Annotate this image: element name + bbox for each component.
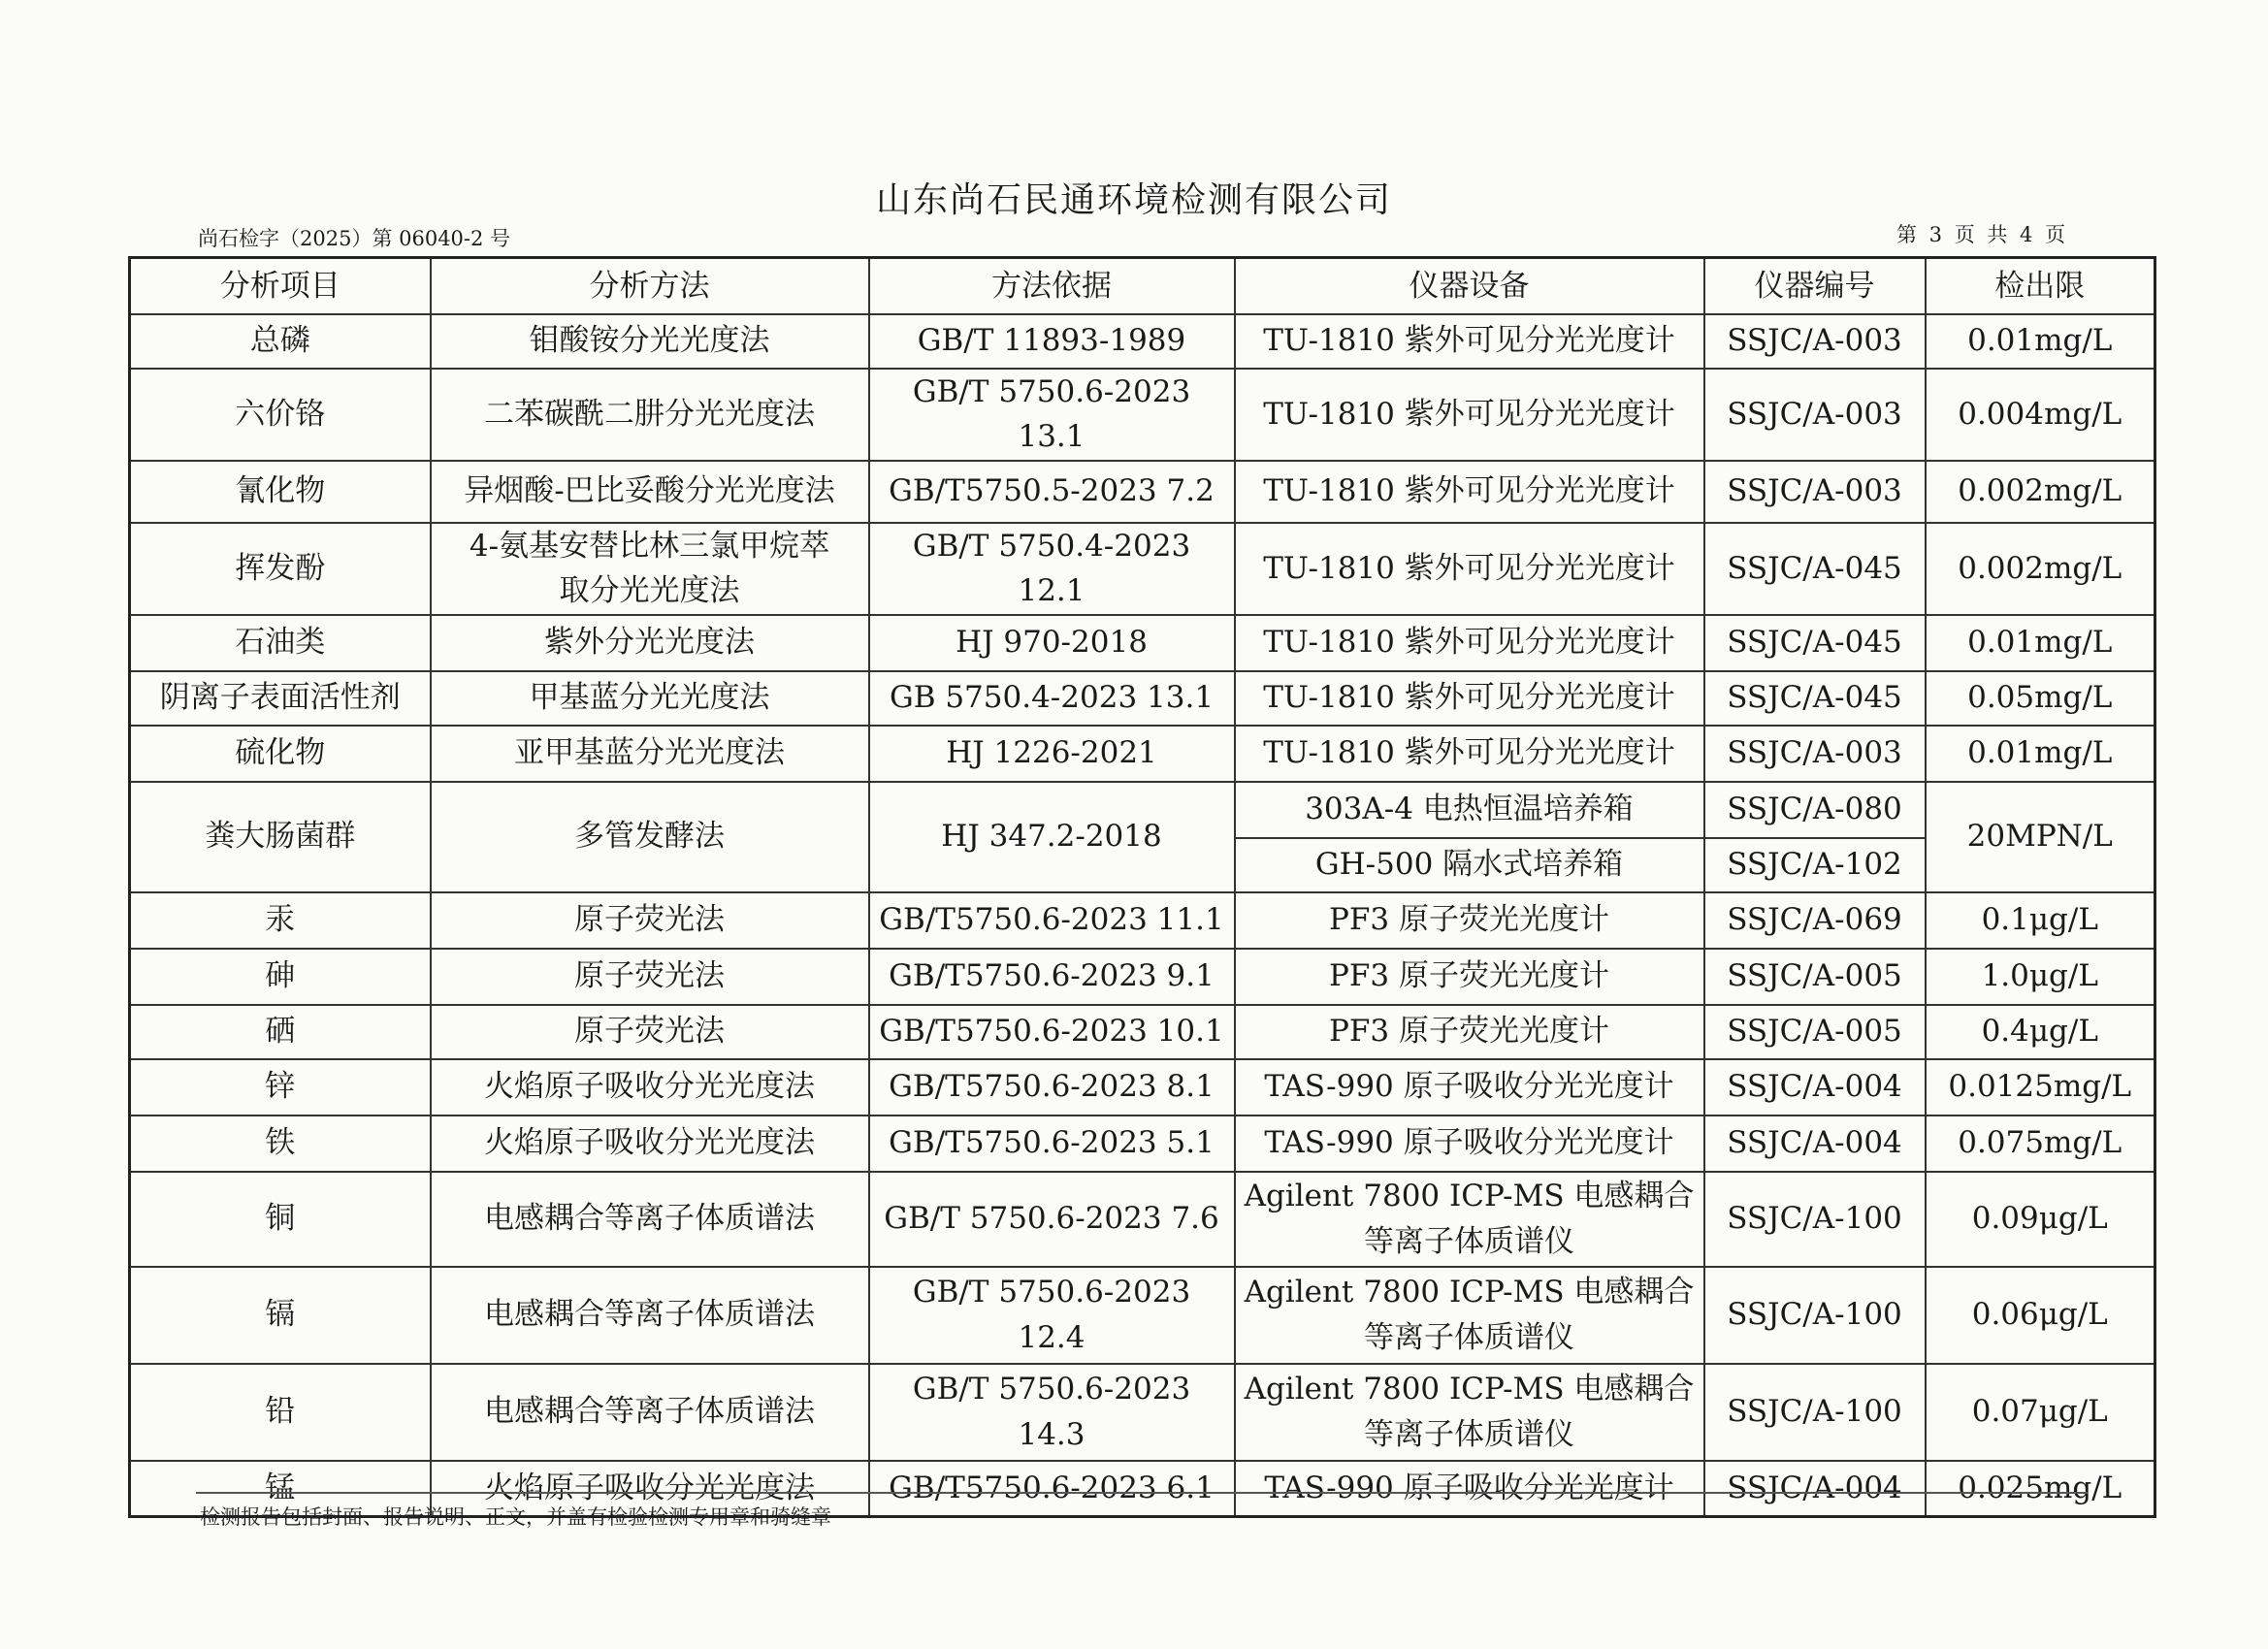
company-title: 山东尚石民通环境检测有限公司 bbox=[875, 180, 1392, 220]
basis-cell: GB/T 5750.6-2023 12.4 bbox=[869, 1267, 1235, 1364]
instrument-cell bbox=[1235, 1364, 1704, 1461]
limit-cell: 0.05mg/L bbox=[1926, 671, 2155, 726]
limit-cell: 0.09μg/L bbox=[1926, 1172, 2155, 1267]
method-cell: 钼酸铵分光光度法 bbox=[431, 314, 869, 369]
instrument-cell: TU-1810 紫外可见分光光度计 bbox=[1235, 523, 1704, 615]
item-cell: 锌 bbox=[130, 1059, 431, 1116]
item-cell: 硒 bbox=[130, 1005, 431, 1059]
item-cell: 砷 bbox=[130, 949, 431, 1005]
code-cell: SSJC/A-003 bbox=[1704, 369, 1926, 461]
instrument-line: Agilent 7800 ICP-MS 电感耦合 bbox=[1244, 1179, 1695, 1213]
item-cell: 粪大肠菌群 bbox=[130, 782, 431, 892]
method-cell: 火焰原子吸收分光光度法 bbox=[431, 1116, 869, 1172]
item-cell: 氰化物 bbox=[130, 461, 431, 523]
table-row bbox=[130, 615, 2155, 671]
table-row bbox=[130, 782, 2155, 838]
column-header: 仪器设备 bbox=[1235, 258, 1704, 314]
basis-cell: GB/T 5750.4-2023 12.1 bbox=[869, 523, 1235, 615]
basis-cell: GB/T 11893-1989 bbox=[869, 314, 1235, 369]
code-cell: SSJC/A-100 bbox=[1704, 1172, 1926, 1267]
table-row bbox=[130, 1172, 2155, 1267]
method-cell: 原子荧光法 bbox=[431, 892, 869, 949]
report-number: 尚石检字（2025）第 06040-2 号 bbox=[198, 227, 511, 250]
table-row bbox=[130, 1059, 2155, 1116]
basis-cell: GB/T5750.6-2023 11.1 bbox=[869, 892, 1235, 949]
code-cell: SSJC/A-003 bbox=[1704, 314, 1926, 369]
code-cell: SSJC/A-045 bbox=[1704, 671, 1926, 726]
code-cell: SSJC/A-080 bbox=[1704, 782, 1926, 838]
limit-cell: 0.4μg/L bbox=[1926, 1005, 2155, 1059]
footer-divider bbox=[196, 1492, 2088, 1494]
limit-cell: 1.0μg/L bbox=[1926, 949, 2155, 1005]
item-cell: 六价铬 bbox=[130, 369, 431, 461]
limit-cell: 0.0125mg/L bbox=[1926, 1059, 2155, 1116]
basis-cell: GB/T 5750.6-2023 14.3 bbox=[869, 1364, 1235, 1461]
item-cell: 石油类 bbox=[130, 615, 431, 671]
basis-cell: GB/T5750.6-2023 9.1 bbox=[869, 949, 1235, 1005]
code-cell: SSJC/A-005 bbox=[1704, 1005, 1926, 1059]
instrument-cell: 303A-4 电热恒温培养箱 bbox=[1235, 782, 1704, 838]
limit-cell: 0.01mg/L bbox=[1926, 726, 2155, 782]
basis-cell: GB 5750.4-2023 13.1 bbox=[869, 671, 1235, 726]
code-cell: SSJC/A-004 bbox=[1704, 1461, 1926, 1517]
code-cell: SSJC/A-003 bbox=[1704, 461, 1926, 523]
footer-note: 检测报告包括封面、报告说明、正文，并盖有检验检测专用章和骑缝章 bbox=[200, 1505, 831, 1529]
limit-cell: 0.07μg/L bbox=[1926, 1364, 2155, 1461]
limit-cell: 0.002mg/L bbox=[1926, 523, 2155, 615]
item-cell: 挥发酚 bbox=[130, 523, 431, 615]
instrument-cell: TAS-990 原子吸收分光光度计 bbox=[1235, 1059, 1704, 1116]
basis-cell: HJ 1226-2021 bbox=[869, 726, 1235, 782]
basis-cell: GB/T5750.6-2023 6.1 bbox=[869, 1461, 1235, 1517]
table-row bbox=[130, 1116, 2155, 1172]
instrument-line: Agilent 7800 ICP-MS 电感耦合 bbox=[1244, 1275, 1695, 1310]
method-cell: 电感耦合等离子体质谱法 bbox=[431, 1364, 869, 1461]
code-cell: SSJC/A-102 bbox=[1704, 838, 1926, 892]
method-cell: 多管发酵法 bbox=[431, 782, 869, 892]
basis-cell: GB/T 5750.6-2023 13.1 bbox=[869, 369, 1235, 461]
code-cell: SSJC/A-100 bbox=[1704, 1267, 1926, 1364]
basis-cell: GB/T5750.6-2023 5.1 bbox=[869, 1116, 1235, 1172]
column-header: 分析项目 bbox=[130, 258, 431, 314]
item-cell: 铜 bbox=[130, 1172, 431, 1267]
item-cell: 铅 bbox=[130, 1364, 431, 1461]
instrument-cell: TU-1810 紫外可见分光光度计 bbox=[1235, 671, 1704, 726]
table-row bbox=[130, 1364, 2155, 1461]
table-row bbox=[130, 1005, 2155, 1059]
analysis-methods-table bbox=[128, 256, 2156, 1518]
column-header: 仪器编号 bbox=[1704, 258, 1926, 314]
basis-cell: GB/T5750.5-2023 7.2 bbox=[869, 461, 1235, 523]
instrument-cell: TU-1810 紫外可见分光光度计 bbox=[1235, 461, 1704, 523]
code-cell: SSJC/A-004 bbox=[1704, 1116, 1926, 1172]
instrument-cell: TAS-990 原子吸收分光光度计 bbox=[1235, 1116, 1704, 1172]
column-header: 方法依据 bbox=[869, 258, 1235, 314]
method-cell: 紫外分光光度法 bbox=[431, 615, 869, 671]
limit-cell: 0.06μg/L bbox=[1926, 1267, 2155, 1364]
method-line: 4-氨基安替比林三氯甲烷萃 bbox=[469, 528, 830, 564]
limit-cell: 0.025mg/L bbox=[1926, 1461, 2155, 1517]
instrument-cell bbox=[1235, 1172, 1704, 1267]
basis-cell: HJ 347.2-2018 bbox=[869, 782, 1235, 892]
limit-cell: 0.01mg/L bbox=[1926, 314, 2155, 369]
limit-cell: 20MPN/L bbox=[1926, 782, 2155, 892]
instrument-line: Agilent 7800 ICP-MS 电感耦合 bbox=[1244, 1372, 1695, 1406]
table-row bbox=[130, 726, 2155, 782]
item-cell: 阴离子表面活性剂 bbox=[130, 671, 431, 726]
table-row bbox=[130, 671, 2155, 726]
method-cell bbox=[431, 523, 869, 615]
limit-cell: 0.004mg/L bbox=[1926, 369, 2155, 461]
table-row bbox=[130, 461, 2155, 523]
instrument-cell: PF3 原子荧光光度计 bbox=[1235, 892, 1704, 949]
table-header-row bbox=[130, 258, 2155, 314]
table-row bbox=[130, 949, 2155, 1005]
instrument-cell: TU-1810 紫外可见分光光度计 bbox=[1235, 615, 1704, 671]
method-cell: 二苯碳酰二肼分光光度法 bbox=[431, 369, 869, 461]
code-cell: SSJC/A-005 bbox=[1704, 949, 1926, 1005]
limit-cell: 0.002mg/L bbox=[1926, 461, 2155, 523]
code-cell: SSJC/A-069 bbox=[1704, 892, 1926, 949]
method-cell: 原子荧光法 bbox=[431, 1005, 869, 1059]
basis-cell: HJ 970-2018 bbox=[869, 615, 1235, 671]
method-cell: 电感耦合等离子体质谱法 bbox=[431, 1172, 869, 1267]
code-cell: SSJC/A-003 bbox=[1704, 726, 1926, 782]
basis-cell: GB/T5750.6-2023 8.1 bbox=[869, 1059, 1235, 1116]
item-cell: 硫化物 bbox=[130, 726, 431, 782]
instrument-line: 等离子体质谱仪 bbox=[1364, 1223, 1574, 1259]
instrument-cell: TAS-990 原子吸收分光光度计 bbox=[1235, 1461, 1704, 1517]
limit-cell: 0.1μg/L bbox=[1926, 892, 2155, 949]
column-header: 检出限 bbox=[1926, 258, 2155, 314]
table-row bbox=[130, 1267, 2155, 1364]
column-header: 分析方法 bbox=[431, 258, 869, 314]
method-cell: 亚甲基蓝分光光度法 bbox=[431, 726, 869, 782]
code-cell: SSJC/A-045 bbox=[1704, 615, 1926, 671]
instrument-line: 等离子体质谱仪 bbox=[1364, 1319, 1574, 1355]
basis-cell: GB/T5750.6-2023 10.1 bbox=[869, 1005, 1235, 1059]
instrument-cell: PF3 原子荧光光度计 bbox=[1235, 1005, 1704, 1059]
page-number: 第 3 页 共 4 页 bbox=[1896, 223, 2069, 246]
limit-cell: 0.01mg/L bbox=[1926, 615, 2155, 671]
instrument-cell: TU-1810 紫外可见分光光度计 bbox=[1235, 314, 1704, 369]
item-cell: 镉 bbox=[130, 1267, 431, 1364]
method-cell: 火焰原子吸收分光光度法 bbox=[431, 1059, 869, 1116]
instrument-cell: TU-1810 紫外可见分光光度计 bbox=[1235, 726, 1704, 782]
method-cell: 火焰原子吸收分光光度法 bbox=[431, 1461, 869, 1517]
table-row bbox=[130, 314, 2155, 369]
table-row bbox=[130, 892, 2155, 949]
instrument-cell: GH-500 隔水式培养箱 bbox=[1235, 838, 1704, 892]
method-cell: 甲基蓝分光光度法 bbox=[431, 671, 869, 726]
table-row bbox=[130, 523, 2155, 615]
item-cell: 铁 bbox=[130, 1116, 431, 1172]
method-cell: 原子荧光法 bbox=[431, 949, 869, 1005]
instrument-cell: PF3 原子荧光光度计 bbox=[1235, 949, 1704, 1005]
table-row bbox=[130, 369, 2155, 461]
basis-cell: GB/T 5750.6-2023 7.6 bbox=[869, 1172, 1235, 1267]
method-cell: 电感耦合等离子体质谱法 bbox=[431, 1267, 869, 1364]
method-line: 取分光光度法 bbox=[559, 573, 740, 608]
code-cell: SSJC/A-100 bbox=[1704, 1364, 1926, 1461]
item-cell: 锰 bbox=[130, 1461, 431, 1517]
method-cell: 异烟酸-巴比妥酸分光光度法 bbox=[431, 461, 869, 523]
item-cell: 汞 bbox=[130, 892, 431, 949]
instrument-cell: TU-1810 紫外可见分光光度计 bbox=[1235, 369, 1704, 461]
limit-cell: 0.075mg/L bbox=[1926, 1116, 2155, 1172]
instrument-cell bbox=[1235, 1267, 1704, 1364]
instrument-line: 等离子体质谱仪 bbox=[1364, 1416, 1574, 1452]
code-cell: SSJC/A-004 bbox=[1704, 1059, 1926, 1116]
item-cell: 总磷 bbox=[130, 314, 431, 369]
code-cell: SSJC/A-045 bbox=[1704, 523, 1926, 615]
